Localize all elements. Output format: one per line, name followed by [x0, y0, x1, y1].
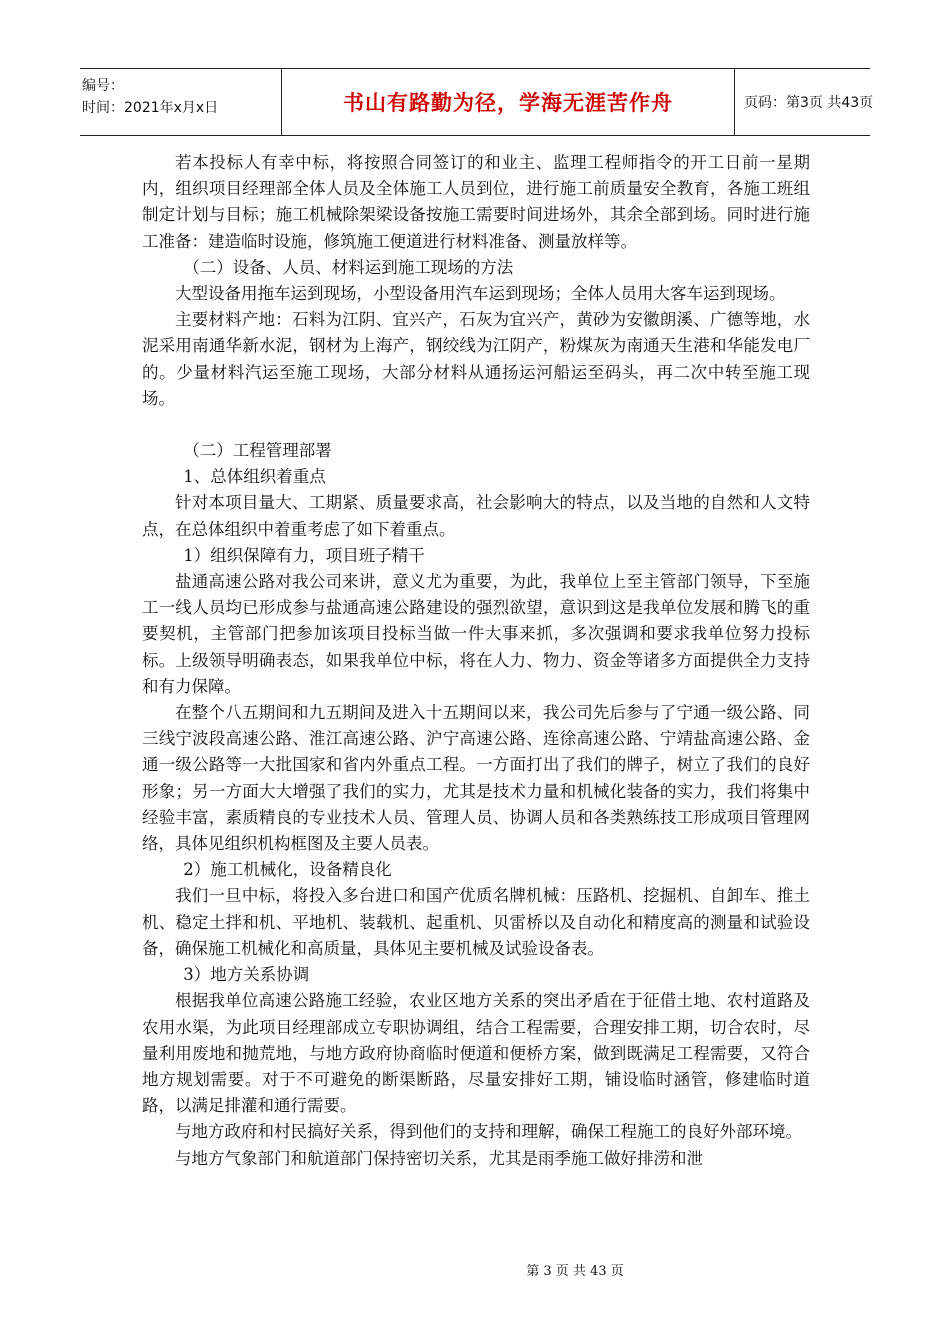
section-heading: （二）工程管理部署: [183, 441, 332, 461]
document-body: [142, 150, 810, 1172]
paragraph: 主要材料产地：石料为江阴、宜兴产，石灰为宜兴产，黄砂为安徽朗溪、广德等地，水泥采用南通华新水泥，钢材为上海产，钢绞线为江阴产，粉煤灰为南通天生港和华能发电厂的。少量材料汽运至施工现场，大部分材料从通扬运河船运至码头，再二次中转至施工现场。: [142, 310, 810, 408]
header-page-info: 页码：第3页 共43页: [744, 95, 874, 111]
page-footer: 第 3 页 共 43 页: [526, 1264, 624, 1279]
subsection-heading: 1）组织保障有力，项目班子精干: [183, 545, 425, 565]
subsection-heading: 2）施工机械化，设备精良化: [183, 860, 392, 880]
spacer: [142, 412, 810, 438]
paragraph: 与地方气象部门和航道部门保持密切关系，尤其是雨季施工做好排涝和泄: [175, 1148, 703, 1168]
paragraph: 在整个八五期间和九五期间及进入十五期间以来，我公司先后参与了宁通一级公路、同三线宁波段高速公路、淮江高速公路、沪宁高速公路、连徐高速公路、宁靖盐高速公路、金通一级公路等一大批国家和省内外重点工程。一方面打出了我们的牌子，树立了我们的良好形象；另一方面大大增强了我们的实力，尤其是技术力量和机械化装备的实力，我们将集中经验丰富，素质精良的专业技术人员、管理人员、协调人员和各类熟练技工形成项目管理网络，具体见组织机构框图及主要人员表。: [142, 703, 810, 854]
paragraph: 若本投标人有幸中标，将按照合同签订的和业主、监理工程师指令的开工日前一星期内，组织项目经理部全体人员及全体施工人员到位，进行施工前质量安全教育，各施工班组制定计划与目标；施工机械除架梁设备按施工需要时间进场外，其余全部到场。同时进行施工准备：建造临时设施，修筑施工便道进行材料准备、测量放样等。: [142, 153, 810, 251]
paragraph: 我们一旦中标，将投入多台进口和国产优质名牌机械：压路机、挖掘机、自卸车、推土机、稳定土拌和机、平地机、装载机、起重机、贝雷桥以及自动化和精度高的测量和试验设备，确保施工机械化和高质量，具体见主要机械及试验设备表。: [142, 886, 810, 958]
header-motto: 书山有路勤为径，学海无涯苦作舟: [282, 69, 735, 135]
header-time-label: 时间：2021年x月x日: [82, 100, 219, 116]
subsection-heading: 1、总体组织着重点: [183, 467, 326, 487]
subsection-heading: 3）地方关系协调: [183, 965, 310, 985]
page-header: [80, 68, 874, 136]
paragraph: 针对本项目量大、工期紧、质量要求高，社会影响大的特点，以及当地的自然和人文特点，在总体组织中着重考虑了如下着重点。: [142, 493, 810, 539]
header-number-label: 编号：: [82, 78, 124, 94]
paragraph: 与地方政府和村民搞好关系，得到他们的支持和理解，确保工程施工的良好外部环境。: [175, 1122, 802, 1142]
paragraph: 根据我单位高速公路施工经验，农业区地方关系的突出矛盾在于征借土地、农村道路及农用水渠，为此项目经理部成立专职协调组，结合工程需要，合理安排工期，切合农时，尽量利用废地和抛荒地，与地方政府协商临时便道和便桥方案，做到既满足工程需要，又符合地方规划需要。对于不可避免的断渠断路，尽量安排好工期，铺设临时涵管，修建临时道路，以满足排灌和通行需要。: [142, 991, 810, 1116]
section-heading: （二）设备、人员、材料运到施工现场的方法: [183, 257, 514, 277]
header-info: [80, 69, 282, 135]
paragraph: 盐通高速公路对我公司来讲，意义尤为重要，为此，我单位上至主管部门领导，下至施工一线人员均已形成参与盐通高速公路建设的强烈欲望，意识到这是我单位发展和腾飞的重要契机，主管部门把参加该项目投标当做一件大事来抓，多次强调和要求我单位努力投标标。上级领导明确表态，如果我单位中标，将在人力、物力、资金等诸多方面提供全力支持和有力保障。: [142, 572, 810, 696]
paragraph: 大型设备用拖车运到现场，小型设备用汽车运到现场；全体人员用大客车运到现场。: [175, 284, 786, 304]
